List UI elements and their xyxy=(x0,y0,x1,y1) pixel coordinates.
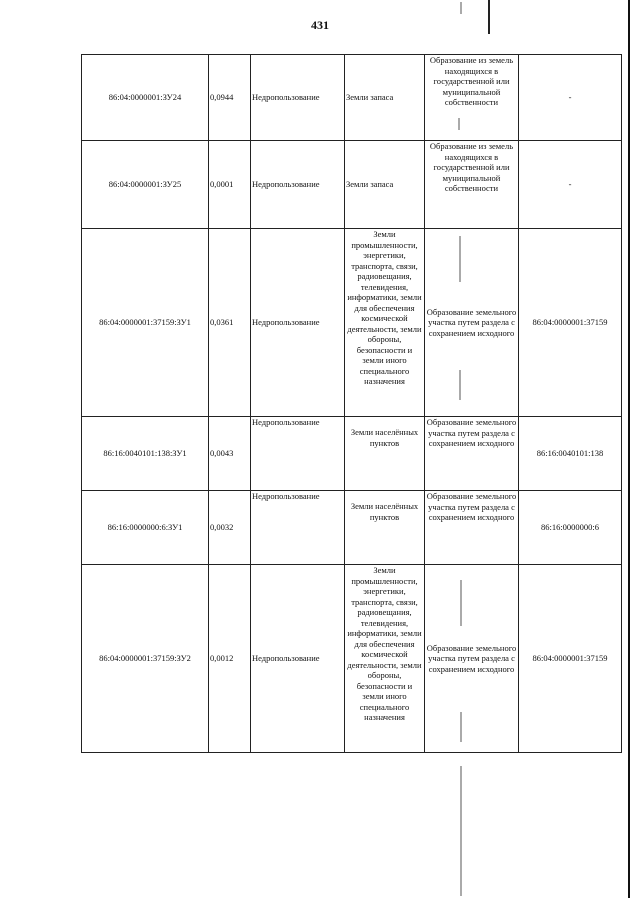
use-type-cell: Недропользование xyxy=(251,141,345,229)
table-row xyxy=(82,417,622,491)
area-cell: 0,0361 xyxy=(209,229,251,417)
land-category-cell: Земли запаса xyxy=(345,55,425,141)
parent-parcel-cell: 86:04:0000001:37159 xyxy=(519,229,622,417)
formation-method-cell: Образование земельного участка путем раздела с сохранением исходного xyxy=(425,491,519,565)
area-cell: 0,0944 xyxy=(209,55,251,141)
cadastral-number-cell: 86:04:0000001:ЗУ25 xyxy=(82,141,209,229)
parent-parcel-cell: 86:16:0040101:138 xyxy=(519,417,622,491)
table-row xyxy=(82,565,622,753)
area-cell: 0,0012 xyxy=(209,565,251,753)
formation-method-cell: Образование из земель находящихся в государственной или муниципальной собственности xyxy=(425,141,519,229)
land-parcels-table xyxy=(81,54,622,753)
land-category-cell: Земли населённых пунктов xyxy=(345,491,425,565)
use-type-cell: Недропользование xyxy=(251,229,345,417)
formation-method-cell: Образование земельного участка путем раздела с сохранением исходного xyxy=(425,417,519,491)
land-category-cell: Земли промышленности, энергетики, транспорта, связи, радиовещания, телевидения, информатики, земли для обеспечения космической деятельности, земли обороны, безопасности и земли иного специального назначения xyxy=(345,565,425,753)
area-cell: 0,0032 xyxy=(209,491,251,565)
use-type-cell: Недропользование xyxy=(251,417,345,491)
cadastral-number-cell: 86:16:0000000:6:ЗУ1 xyxy=(82,491,209,565)
parent-parcel-cell: - xyxy=(519,55,622,141)
area-cell: 0,0001 xyxy=(209,141,251,229)
use-type-cell: Недропользование xyxy=(251,565,345,753)
formation-method-cell: Образование земельного участка путем раздела с сохранением исходного xyxy=(425,565,519,753)
parent-parcel-cell: 86:04:0000001:37159 xyxy=(519,565,622,753)
parent-parcel-cell: - xyxy=(519,141,622,229)
table-row xyxy=(82,491,622,565)
table-row xyxy=(82,141,622,229)
parent-parcel-cell: 86:16:0000000:6 xyxy=(519,491,622,565)
use-type-cell: Недропользование xyxy=(251,55,345,141)
cadastral-number-cell: 86:04:0000001:ЗУ24 xyxy=(82,55,209,141)
cadastral-number-cell: 86:16:0040101:138:ЗУ1 xyxy=(82,417,209,491)
formation-method-cell: Образование земельного участка путем раздела с сохранением исходного xyxy=(425,229,519,417)
cadastral-number-cell: 86:04:0000001:37159:ЗУ1 xyxy=(82,229,209,417)
table-row xyxy=(82,229,622,417)
formation-method-cell: Образование из земель находящихся в государственной или муниципальной собственности xyxy=(425,55,519,141)
area-cell: 0,0043 xyxy=(209,417,251,491)
table-row xyxy=(82,55,622,141)
land-category-cell: Земли запаса xyxy=(345,141,425,229)
page-number: 431 xyxy=(311,18,329,32)
cadastral-number-cell: 86:04:0000001:37159:ЗУ2 xyxy=(82,565,209,753)
land-category-cell: Земли населённых пунктов xyxy=(345,417,425,491)
land-category-cell: Земли промышленности, энергетики, транспорта, связи, радиовещания, телевидения, информатики, земли для обеспечения космической деятельности, земли обороны, безопасности и земли иного специального назначения xyxy=(345,229,425,417)
use-type-cell: Недропользование xyxy=(251,491,345,565)
